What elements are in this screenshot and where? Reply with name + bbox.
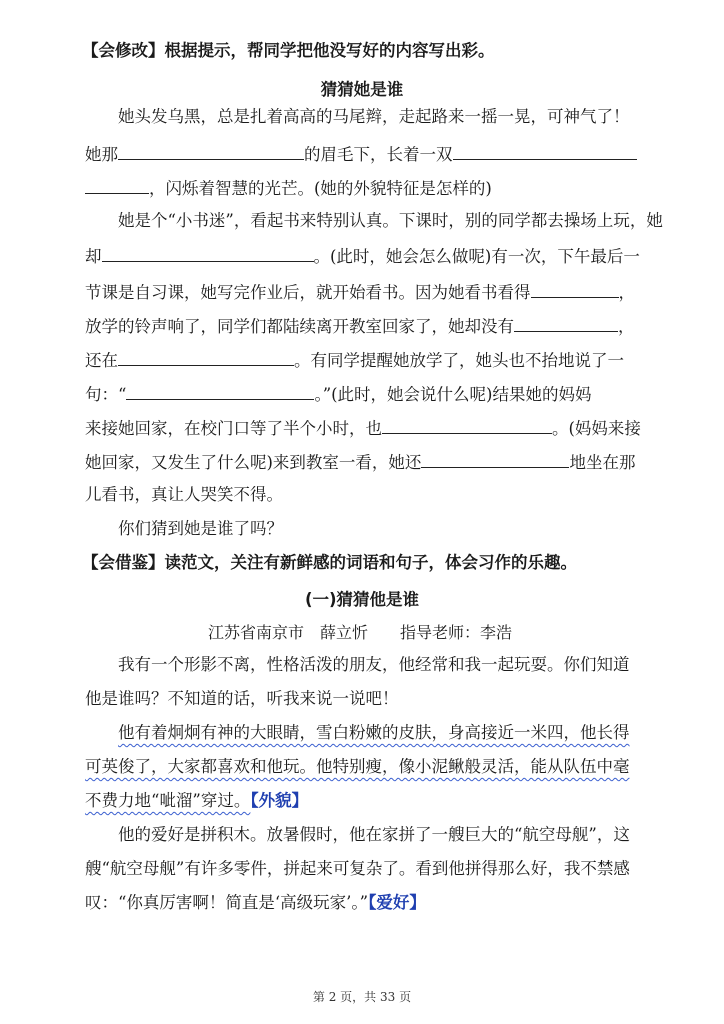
section2-heading — [82, 552, 669, 574]
section2-instruction: 读范文，关注有新鲜感的词语和句子，体会习作的乐趣。 — [164, 553, 577, 572]
fill-blank[interactable] — [531, 280, 619, 298]
s1-p1-line1: 她头发乌黑，总是扎着高高的马尾辫，走起路来一摇一晃，可神气了！ — [118, 107, 630, 126]
s1-p1-line2 — [85, 142, 669, 166]
section2-tag: 【会借鉴】 — [82, 553, 165, 572]
text: ，闪烁着智慧的光芒。(她的外貌特征是怎样的) — [149, 179, 492, 198]
s2-p3-line2: 艘“航空母舰”有许多零件，拼起来可复杂了。看到他拼得那么好，我不禁感 — [85, 859, 630, 878]
fill-blank[interactable] — [118, 348, 294, 366]
s1-p2-line9: 儿看书，真让人哭笑不得。 — [85, 485, 283, 504]
s1-p2-line8 — [85, 450, 669, 474]
section1-heading — [82, 40, 669, 62]
s1-p3: 你们猜到她是谁了吗？ — [118, 519, 283, 538]
text: 。(此时，她会怎么做呢)有一次，下午最后一 — [313, 247, 640, 266]
section1-title: 猜猜她是谁 — [320, 80, 404, 99]
section2-title: (一)猜猜他是谁 — [304, 590, 420, 609]
highlighted-text: 可英俊了，大家都喜欢和他玩。他特别瘦，像小泥鳅般灵活，能从队伍中毫 — [85, 757, 630, 776]
text: ， — [618, 317, 635, 336]
fill-blank[interactable] — [85, 176, 149, 194]
appearance-label: 【外貌】 — [250, 791, 309, 810]
s2-p2-line3 — [85, 790, 669, 812]
text: 的眉毛下，长着一双 — [304, 145, 453, 164]
s1-p2-line6 — [85, 382, 669, 406]
text: ， — [618, 283, 635, 302]
text: 她那 — [85, 145, 118, 164]
s2-p1-line1: 我有一个形影不离，性格活泼的朋友，他经常和我一起玩耍。你们知道 — [118, 655, 630, 674]
text: 地坐在那 — [569, 453, 636, 472]
fill-blank[interactable] — [421, 450, 569, 468]
section1-instruction: 根据提示，帮同学把他没写好的内容写出彩。 — [164, 41, 495, 60]
author-byline: 江苏省南京市 薛立忻 指导老师：李浩 — [208, 623, 513, 642]
text: 还在 — [85, 351, 118, 370]
text: 她回家，又发生了什么呢)来到教室一看，她还 — [85, 453, 422, 472]
text: 放学的铃声响了，同学们都陆续离开教室回家了，她却没有 — [85, 317, 514, 336]
s1-p1-line3 — [85, 176, 669, 200]
s1-p2-line1: 她是个“小书迷”，看起书来特别认真。下课时，别的同学都去操场上玩，她 — [118, 211, 663, 230]
page-footer: 第 2 页，共 33 页 — [312, 990, 412, 1004]
highlighted-text: 他有着炯炯有神的大眼睛，雪白粉嫩的皮肤，身高接近一米四，他长得 — [118, 723, 630, 742]
text: 句：“ — [85, 385, 127, 404]
s1-p2-line5 — [85, 348, 669, 372]
hobby-label: 【爱好】 — [368, 893, 426, 912]
s1-p2-line3 — [85, 280, 669, 304]
text: 却 — [85, 247, 102, 266]
text: 叹：“你真厉害啊！简直是‘高级玩家’。” — [85, 893, 369, 912]
s1-p2-line7 — [85, 416, 669, 440]
fill-blank[interactable] — [382, 416, 552, 434]
text: 。”(此时，她会说什么呢)结果她的妈妈 — [314, 385, 592, 404]
text: 节课是自习课，她写完作业后，就开始看书。因为她看书看得 — [85, 283, 531, 302]
s2-p2-line2 — [85, 756, 669, 778]
text: 来接她回家，在校门口等了半个小时，也 — [85, 419, 382, 438]
text: 。(妈妈来接 — [552, 419, 641, 438]
s2-p1-line2: 他是谁吗？不知道的话，听我来说一说吧！ — [85, 689, 399, 708]
section1-tag: 【会修改】 — [82, 41, 165, 60]
fill-blank[interactable] — [126, 382, 314, 400]
fill-blank[interactable] — [514, 314, 618, 332]
s2-p3-line1: 他的爱好是拼积木。放暑假时，他在家拼了一艘巨大的“航空母舰”，这 — [118, 825, 630, 844]
highlighted-text: 不费力地“呲溜”穿过。 — [85, 791, 251, 810]
s2-p3-line3 — [85, 892, 669, 914]
s1-p2-line4 — [85, 314, 669, 338]
s2-p2-line1 — [118, 722, 669, 744]
fill-blank[interactable] — [102, 244, 314, 262]
text: 。有同学提醒她放学了，她头也不抬地说了一 — [294, 351, 624, 370]
fill-blank[interactable] — [453, 142, 637, 160]
s1-p2-line2 — [85, 244, 669, 268]
fill-blank[interactable] — [118, 142, 304, 160]
